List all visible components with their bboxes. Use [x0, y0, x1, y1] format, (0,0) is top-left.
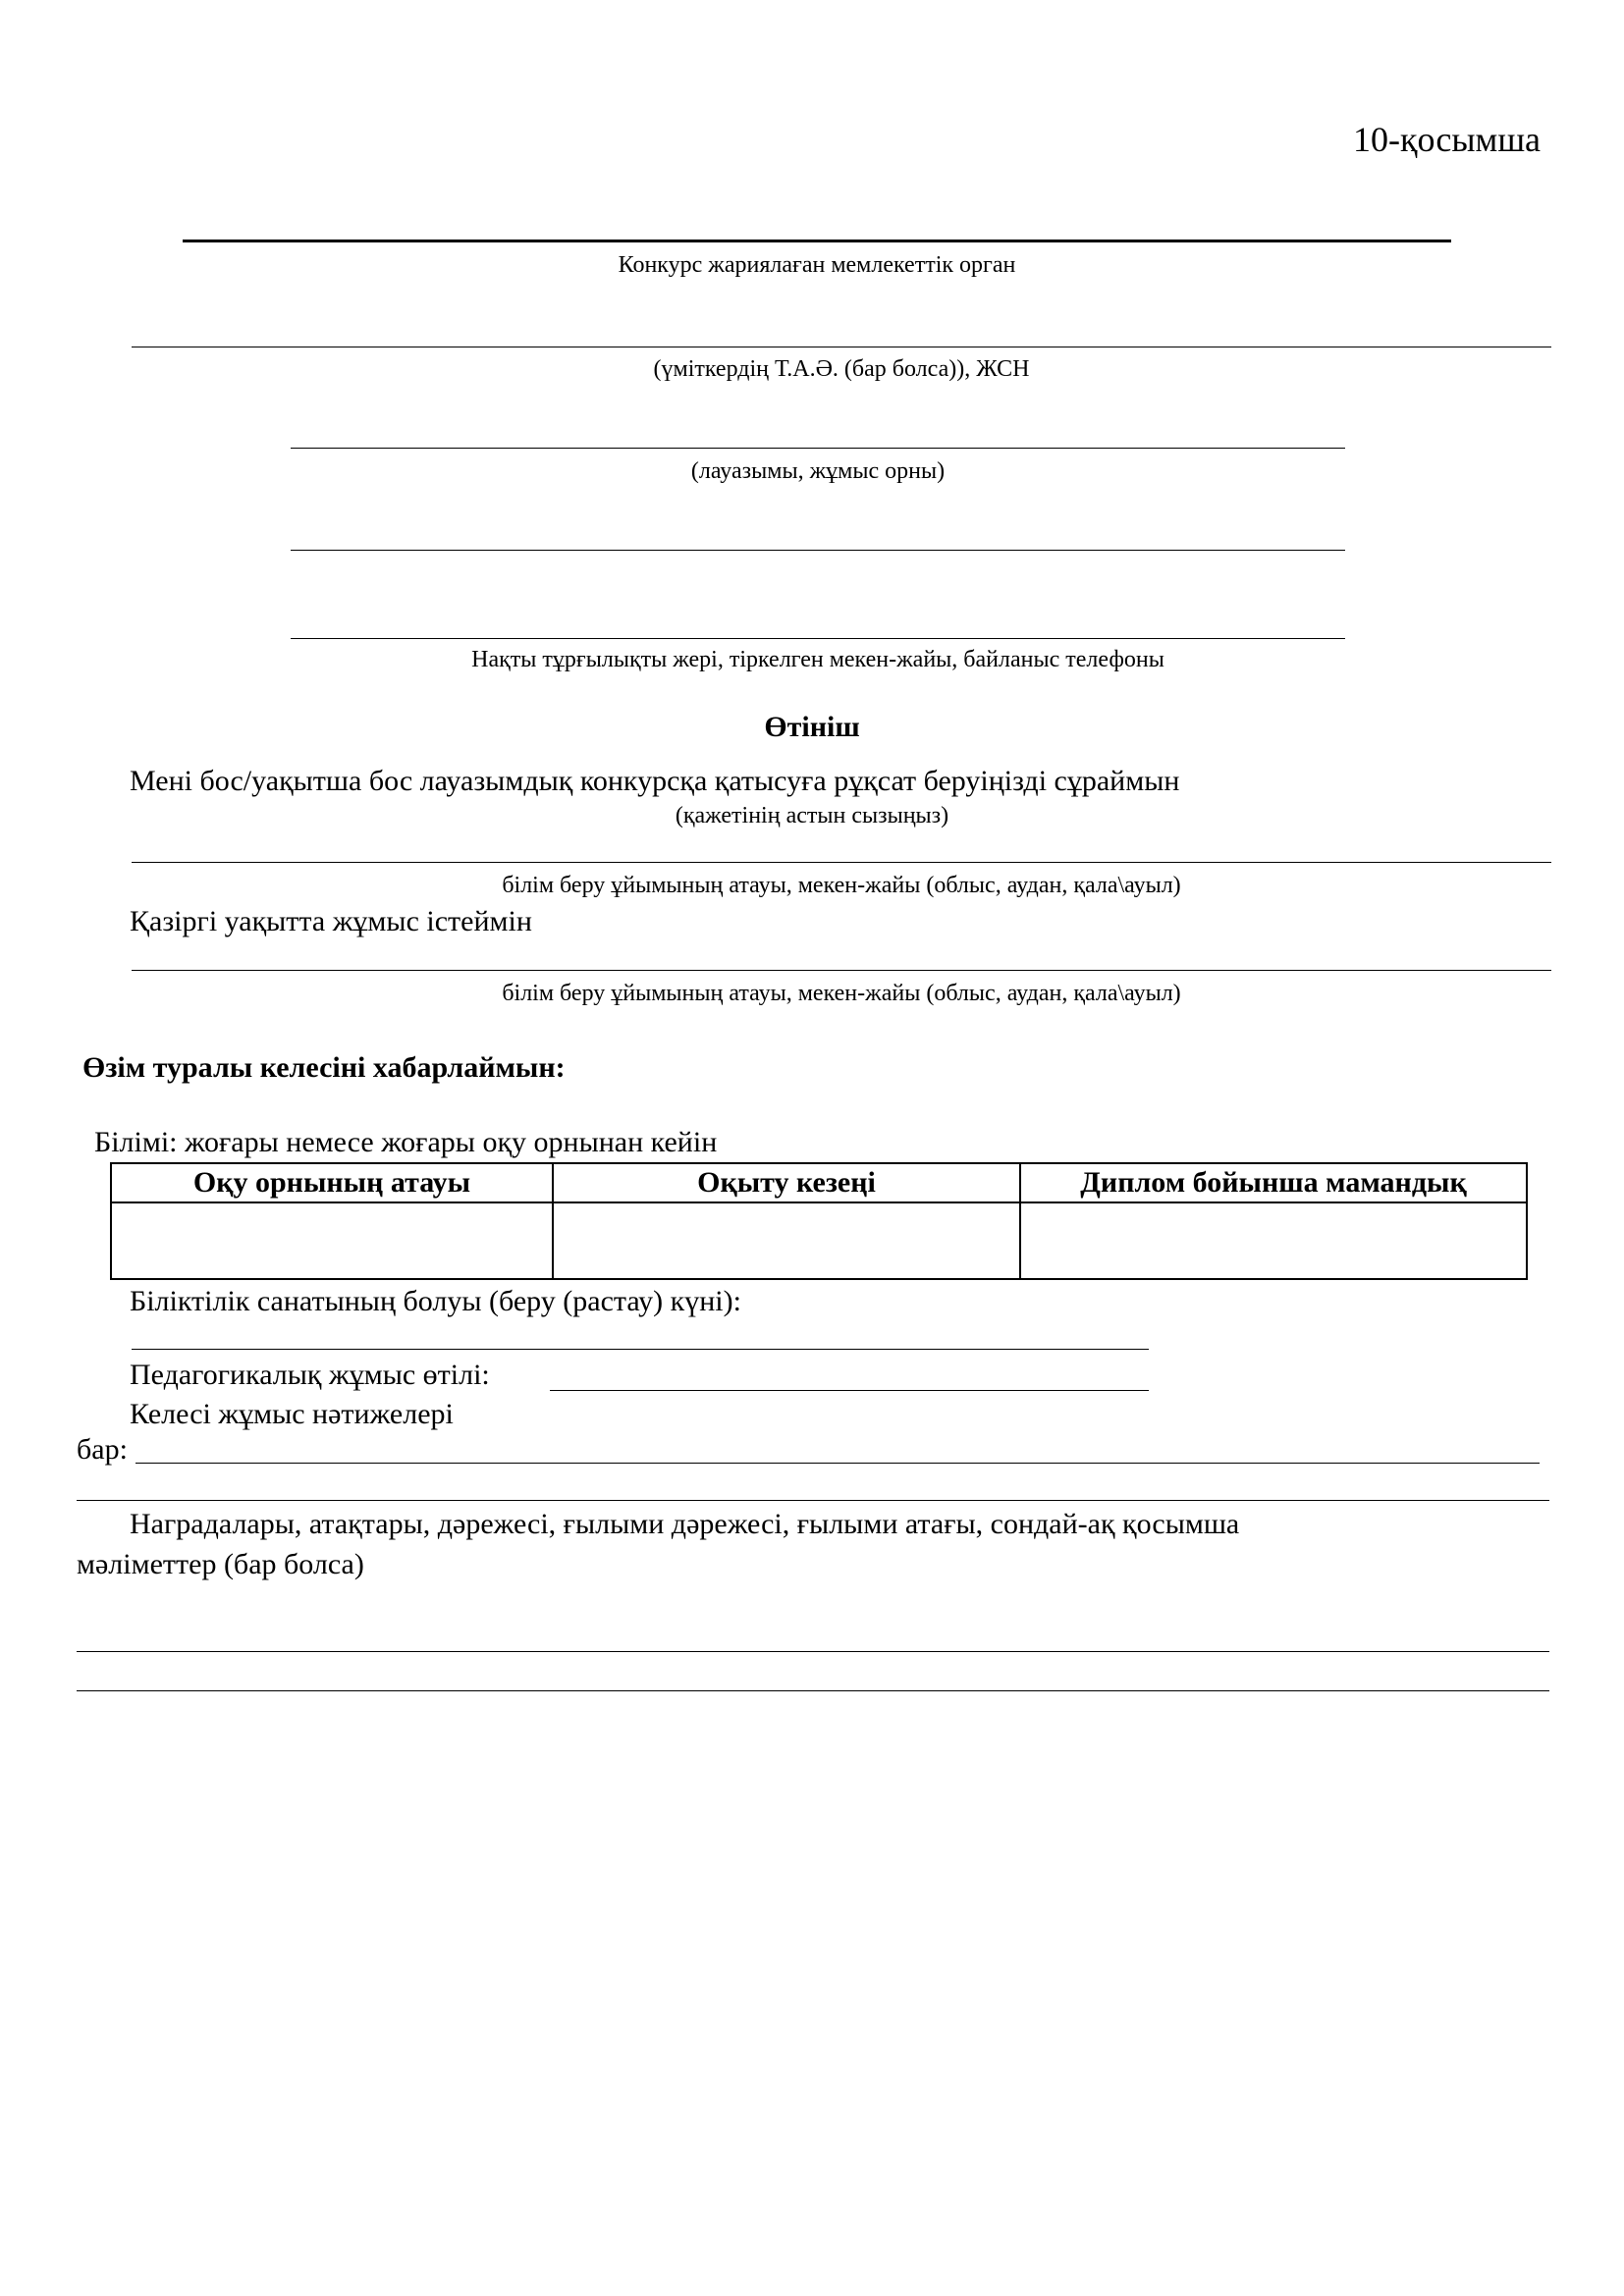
- organ-field[interactable]: [183, 240, 1451, 242]
- awards-field-2[interactable]: [77, 1690, 1549, 1691]
- address-field-2[interactable]: [291, 638, 1345, 639]
- institution-cell[interactable]: [111, 1202, 553, 1279]
- education-label: Білімі: жоғары немесе жоғары оқу орнынан кейін: [94, 1126, 718, 1158]
- column-header-specialty: Диплом бойынша мамандық: [1020, 1163, 1527, 1202]
- address-caption: Нақты тұрғылықты жері, тіркелген мекен-жайы, байланыс телефоны: [471, 647, 1164, 672]
- results-label: Келесі жұмыс нәтижелері: [130, 1398, 454, 1430]
- organization-field-2[interactable]: [132, 970, 1551, 971]
- education-table: [110, 1162, 1528, 1280]
- underline-hint: (қажетінің астын сызыңыз): [675, 803, 949, 828]
- results-field-2[interactable]: [77, 1500, 1549, 1501]
- table-header-row: [111, 1163, 1527, 1202]
- column-header-period: Оқыту кезеңі: [553, 1163, 1020, 1202]
- about-heading: Өзім туралы келесіні хабарлаймын:: [82, 1051, 566, 1084]
- position-caption: (лауазымы, жұмыс орны): [690, 458, 946, 484]
- organ-caption: Конкурс жариялаған мемлекеттік орган: [618, 252, 1016, 278]
- qualification-field[interactable]: [132, 1349, 1149, 1350]
- column-header-institution: Оқу орнының атауы: [111, 1163, 553, 1202]
- experience-label: Педагогикалық жұмыс өтілі:: [130, 1359, 490, 1391]
- awards-label: Наградалары, атақтары, дәрежесі, ғылыми дәрежесі, ғылыми атағы, сондай-ақ қосымша: [130, 1508, 1240, 1540]
- organization-field-1[interactable]: [132, 862, 1551, 863]
- awards-field-1[interactable]: [77, 1651, 1549, 1652]
- application-title: Өтініш: [764, 711, 860, 743]
- awards-label-cont: мәліметтер (бар болса): [77, 1548, 364, 1580]
- table-row: [111, 1202, 1527, 1279]
- request-text: Мені бос/уақытша бос лауазымдық конкурсқа қатысуға рұқсат беруіңізді сұраймын: [130, 765, 1180, 797]
- appendix-label: 10-қосымша: [1353, 120, 1542, 159]
- qualification-label: Біліктілік санатының болуы (беру (растау) күні):: [130, 1285, 741, 1317]
- address-field-1[interactable]: [291, 550, 1345, 551]
- experience-field[interactable]: [550, 1390, 1149, 1391]
- position-field[interactable]: [291, 448, 1345, 449]
- results-label-cont: бар:: [77, 1433, 128, 1466]
- organization-caption-1: білім беру ұйымының атауы, мекен-жайы (облыс, аудан, қала\ауыл): [502, 873, 1181, 898]
- organization-caption-2: білім беру ұйымының атауы, мекен-жайы (облыс, аудан, қала\ауыл): [502, 981, 1181, 1006]
- current-work-text: Қазіргі уақытта жұмыс істеймін: [130, 905, 532, 937]
- specialty-cell[interactable]: [1020, 1202, 1527, 1279]
- period-cell[interactable]: [553, 1202, 1020, 1279]
- results-field-1[interactable]: [135, 1463, 1540, 1464]
- candidate-caption: (үміткердің Т.А.Ә. (бар болса)), ЖСН: [653, 356, 1030, 382]
